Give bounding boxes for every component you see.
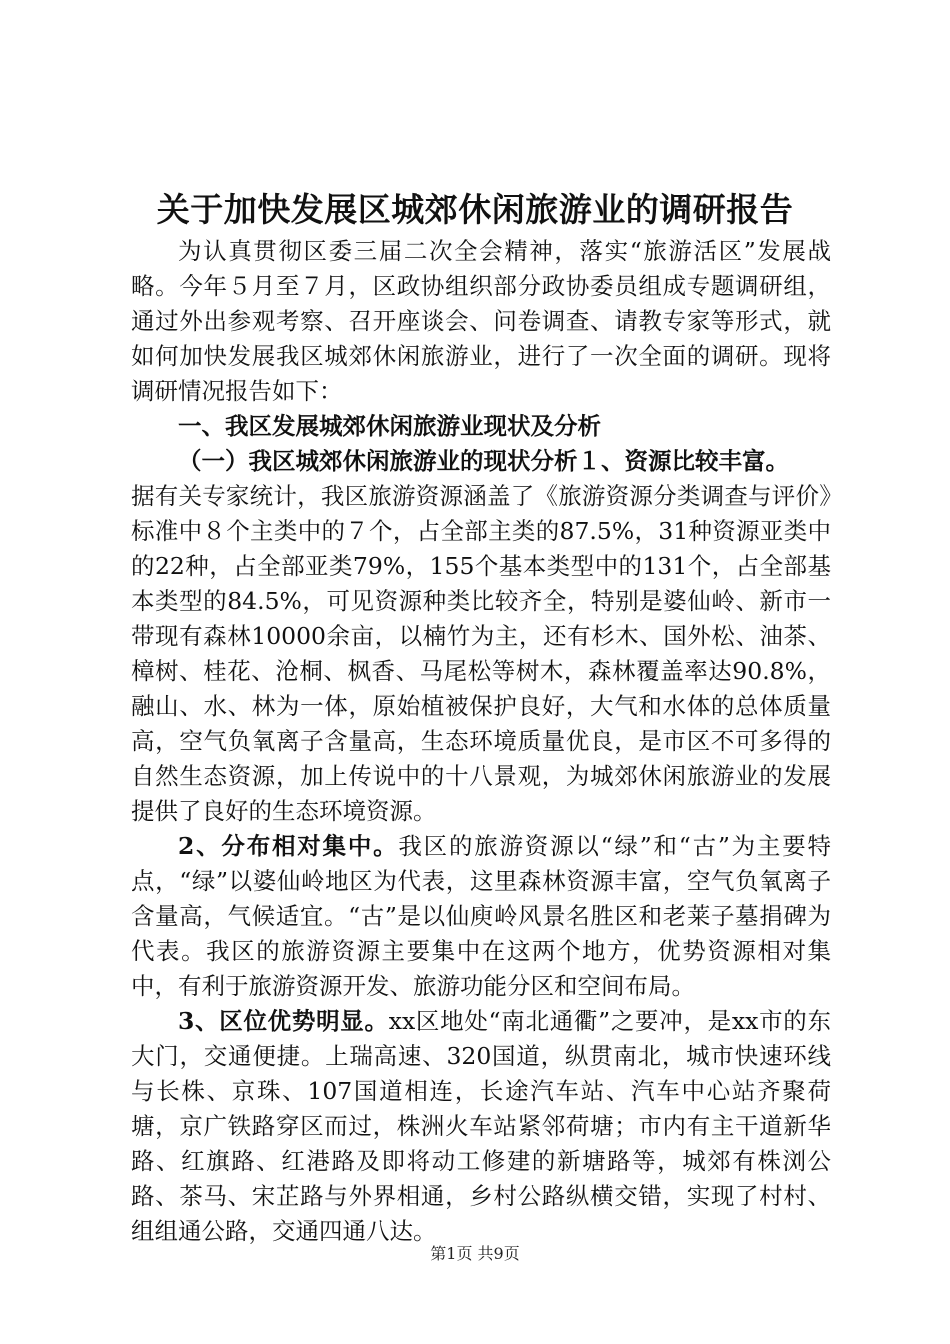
point-2-title: 2、分布相对集中。: [178, 832, 399, 860]
document-body: [131, 234, 831, 1249]
document-title: 关于加快发展区城郊休闲旅游业的调研报告: [156, 190, 794, 229]
subsection-heading-1: （一）我区城郊休闲旅游业的现状分析１、资源比较丰富。: [178, 447, 789, 475]
page-number-footer: 第1页 共9页: [430, 1244, 520, 1263]
point-3-body: xx区地处“南北通衢”之要冲，是xx市的东大门，交通便捷。上瑞高速、320国道，纵贯南北，城市快速环线与长株、京珠、107国道相连，长途汽车站、汽车中心站齐聚荷塘，京广铁路穿区而过，株洲火车站紧邻荷塘；市内有主干道新华路、红旗路、红港路及即将动工修建的新塘路等，城郊有株浏公路、茶马、宋芷路与外界相通，乡村公路纵横交错，实现了村村、组组通公路，交通四通八达。: [131, 1007, 831, 1245]
intro-paragraph: 为认真贯彻区委三届二次全会精神，落实“旅游活区”发展战略。今年５月至７月，区政协组织部分政协委员组成专题调研组，通过外出参观考察、召开座谈会、问卷调查、请教专家等形式，就如何加快发展我区城郊休闲旅游业，进行了一次全面的调研。现将调研情况报告如下：: [131, 237, 831, 405]
point-2-paragraph: [131, 829, 831, 1004]
section-heading-1: 一、我区发展城郊休闲旅游业现状及分析: [178, 412, 601, 440]
point-3-paragraph: [131, 1004, 831, 1249]
point-1-paragraph: 据有关专家统计，我区旅游资源涵盖了《旅游资源分类调查与评价》标准中８个主类中的７个，占全部主类的87.5%，31种资源亚类中的22种，占全部亚类79%，155个基本类型中的131个，占全部基本类型的84.5%，可见资源种类比较齐全，特别是婆仙岭、新市一带现有森林10000余亩，以楠竹为主，还有杉木、国外松、油茶、樟树、桂花、沧桐、枫香、马尾松等树木，森林覆盖率达90.8%，融山、水、林为一体，原始植被保护良好，大气和水体的总体质量高，空气负氧离子含量高，生态环境质量优良，是市区不可多得的自然生态资源，加上传说中的十八景观，为城郊休闲旅游业的发展提供了良好的生态环境资源。: [131, 482, 831, 825]
point-3-title: 3、区位优势明显。: [178, 1007, 389, 1035]
point-2-body: 我区的旅游资源以“绿”和“古”为主要特点，“绿”以婆仙岭地区为代表，这里森林资源丰富，空气负氧离子含量高，气候适宜。“古”是以仙庾岭风景名胜区和老莱子墓捐碑为代表。我区的旅游资源主要集中在这两个地方，优势资源相对集中，有利于旅游资源开发、旅游功能分区和空间布局。: [131, 832, 831, 1000]
